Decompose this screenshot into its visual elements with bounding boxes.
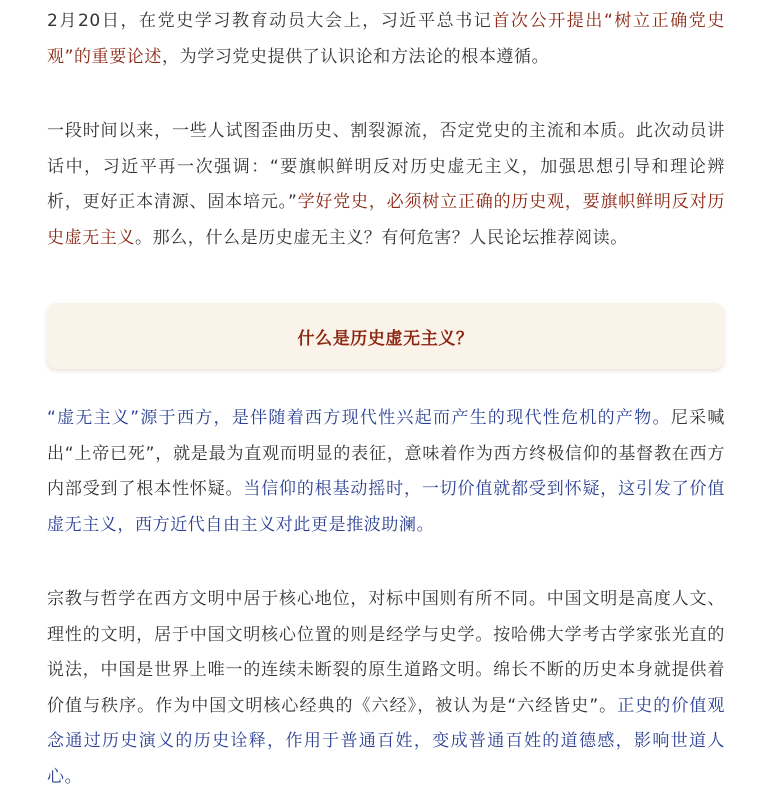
highlight-blue: 正史的价值观念通过历史演义的历史诠释，作用于普通百姓，变成普通百姓的道德感，影响世道人心。 [47, 695, 725, 787]
paragraph-civilization [47, 582, 725, 795]
intro-text-end: ，为学习党史提供了认识论和方法论的根本遵循。 [162, 46, 550, 67]
paragraph-intro [47, 0, 725, 75]
highlight-blue: “虚无主义”源于西方， [47, 408, 232, 428]
intro-text: 2月20日，在党史学习教育动员大会上，习近平总书记 [47, 11, 493, 31]
context-text: 一段时间以来，一些人试图歪曲历史、割裂源流，否定党史的主流和本质。此次动员讲话中，习近平再一次强调：“要旗帜鲜明反对历史虚无主义，加强思想引导和理论辨析，更好正本清源、固本培元。” [47, 121, 725, 212]
highlight-blue: 当信仰的根基动摇时，一切价值就都受到怀疑，这引发了价值虚无主义，西方近代自由主义对此更是推波助澜。 [47, 479, 725, 535]
section-heading-box [47, 303, 724, 369]
highlight-red: 首次公开提出“树立正确党史观”的重要论述 [47, 11, 725, 67]
highlight-red: 学好党史，必须树立正确的历史观，要旗帜鲜明反对历史虚无主义 [47, 192, 725, 248]
paragraph-origin [47, 401, 725, 543]
context-text-end: 。那么，什么是历史虚无主义？有何危害？人民论坛推荐阅读。 [135, 227, 628, 248]
highlight-blue: 是伴随着西方现代性兴起而产生的现代性危机的产物。 [231, 408, 671, 428]
section-title: 什么是历史虚无主义？ [297, 328, 474, 349]
origin-text: 尼采喊出“上帝已死”，就是最为直观而明显的表征，意味着作为西方终极信仰的基督教在西方内部受到了根本性怀疑。 [47, 408, 725, 499]
civilization-text: 宗教与哲学在西方文明中居于核心地位，对标中国则有所不同。中国文明是高度人文、理性的文明，居于中国文明核心位置的则是经学与史学。按哈佛大学考古学家张光直的说法，中国是世界上唯一的连续未断裂的原生道路文明。绵长不断的历史本身就提供着价值与秩序。作为中国文明核心经典的《六经》，被认为是“六经皆史”。 [47, 589, 725, 716]
paragraph-context [47, 114, 725, 256]
